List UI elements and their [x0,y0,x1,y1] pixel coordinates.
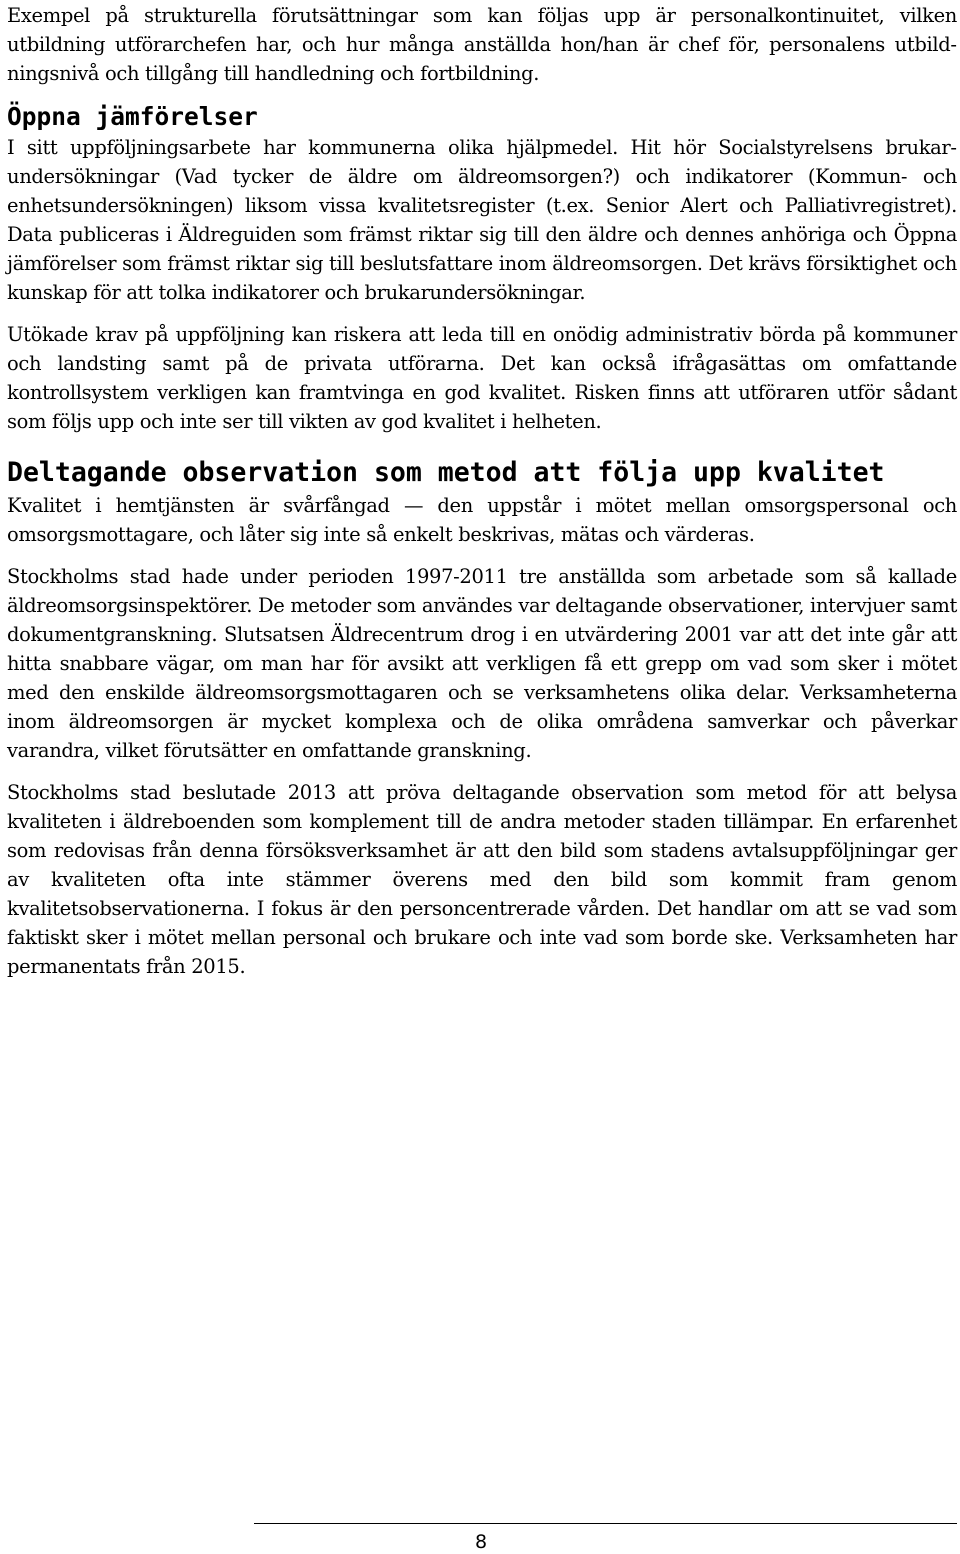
paragraph-quality-home-care: Kvalitet i hemtjänsten är svårfångad — den uppstår i mötet mellan omsorgspersonal och omsorgsmottagare, och låter sig inte så enkelt beskrivas, mätas och värderas. [7,494,957,546]
footer-divider [254,1523,957,1524]
paragraph-stockholm-2013: Stockholms stad beslutade 2013 att pröva deltagande observation som metod för att belysa kvaliteten i äldreboenden som komplement till de andra metoder staden tillämpar. En erfarenhet som redovisas från denna försöksverksamhet är att den bild som stadens avtalsuppföljningar ger av kvaliteten ofta inte stämmer överens med den bild som kommit fram genom kvalitetsobservationerna. I fokus är den personcentrerade vården. Det handlar om att se vad som faktiskt sker i mötet mellan personal och brukare och inte vad som borde ske. Verksamheten har permanentats från 2015. [7,781,957,978]
document-body [7,0,957,981]
paragraph-followup-tools: I sitt uppföljningsarbete har kommunerna olika hjälpmedel. Hit hör Socialstyrelsens brukarundersökningar (Vad tycker de äldre om äldreomsorgen?) och indikatorer (Kommun- och enhetsundersökningen) liksom vissa kvalitetsregister (t.ex. Senior Alert och Palliativregistret). Data publiceras i Äldreguiden som främst riktar sig till den äldre och dennes anhöriga och Öppna jämförelser som främst riktar sig till beslutsfattare inom äldreomsorgen. Det krävs försiktighet och kunskap för att tolka indikatorer och brukarundersökningar. [7,136,957,304]
page-number: 8 [474,1531,488,1553]
paragraph-increased-demands: Utökade krav på uppföljning kan riskera att leda till en onödig administrativ börda på kommuner och landsting samt på de privata utförarna. Det kan också ifrågasättas om omfattande kontrollsystem verkligen kan framtvinga en god kvalitet. Risken finns att utföraren utför sådant som följs upp och inte ser till vikten av god kvalitet i helheten. [7,323,957,433]
paragraph-stockholm-inspectors: Stockholms stad hade under perioden 1997-2011 tre anställda som arbetade som så kallade äldreomsorgsinspektörer. De metoder som användes var deltagande observationer, intervjuer samt dokumentgranskning. Slutsatsen Äldrecentrum drog i en utvärdering 2001 var att det inte går att hitta snabbare vägar, om man har för avsikt att verkligen få ett grepp om vad som sker i mötet med den enskilde äldreomsorgsmottagaren och se verksamhetens olika delar. Verksamheterna inom äldreomsorgen är mycket komplexa och de olika områdena samverkar och påverkar varandra, vilket förutsätter en omfattande granskning. [7,565,957,762]
section-heading-oppna-jamforelser: Öppna jämförelser [7,102,258,131]
section-heading-deltagande-observation: Deltagande observation som metod att följa upp kvalitet [7,457,885,488]
paragraph-structural-conditions: Exempel på strukturella förutsättningar som kan följas upp är personalkontinuitet, vilken utbildning utförarchefen har, och hur många anställda hon/han är chef för, personalens utbildningsnivå och tillgång till handledning och fortbildning. [7,4,957,85]
